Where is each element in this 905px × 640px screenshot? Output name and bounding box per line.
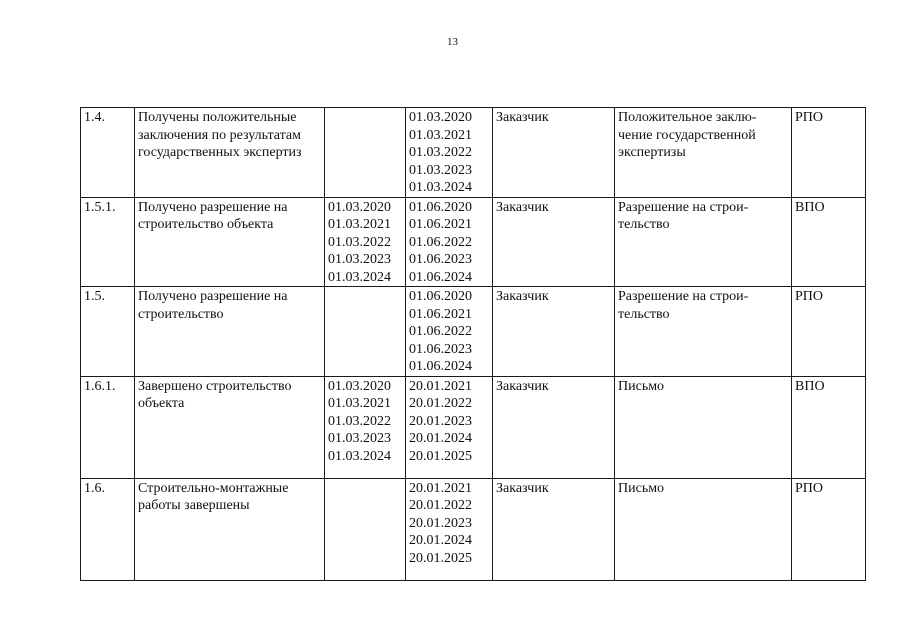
end-date: 01.06.2022 (409, 234, 472, 250)
event-name-line: государственных экспертиз (138, 145, 302, 160)
end-date: 01.06.2024 (409, 269, 472, 285)
event-name-line: Завершено строительство (138, 378, 292, 394)
confirming-document (615, 108, 792, 198)
document-line: тельство (618, 306, 670, 322)
row-number: 1.5. (81, 287, 135, 377)
end-date: 01.06.2024 (409, 359, 472, 374)
start-dates (325, 376, 406, 478)
row-number: 1.5.1. (81, 197, 135, 287)
end-date: 01.06.2022 (409, 324, 472, 339)
table-row (81, 197, 866, 287)
page-number: 13 (447, 36, 458, 48)
confirming-document (615, 478, 792, 580)
table-row (81, 108, 866, 198)
event-type: РПО (792, 108, 866, 198)
start-date: 01.03.2023 (328, 431, 391, 446)
event-name-line: Строительно-монтажные (138, 480, 289, 496)
start-date: 01.03.2020 (328, 378, 391, 394)
document-line: Положительное заклю- (618, 110, 757, 125)
end-dates (406, 197, 493, 287)
event-name (135, 478, 325, 580)
row-number: 1.4. (81, 108, 135, 198)
start-date: 01.03.2020 (328, 199, 391, 215)
end-date: 01.03.2020 (409, 110, 472, 125)
responsible: Заказчик (493, 376, 615, 478)
end-date: 01.03.2024 (409, 180, 472, 195)
confirming-document (615, 287, 792, 377)
document-line: Письмо (618, 480, 665, 496)
start-date: 01.03.2022 (328, 234, 391, 250)
end-date: 01.06.2023 (409, 341, 472, 357)
start-dates (325, 478, 406, 580)
event-name-line: Получены положительные (138, 110, 297, 125)
document-line: Письмо (618, 378, 665, 394)
document-line: тельство (618, 217, 670, 232)
end-date: 20.01.2023 (409, 515, 472, 531)
end-date: 01.03.2022 (409, 145, 472, 160)
end-date: 20.01.2022 (409, 498, 472, 513)
end-date: 01.06.2021 (409, 306, 472, 322)
event-name (135, 108, 325, 198)
end-date: 20.01.2024 (409, 533, 472, 548)
responsible: Заказчик (493, 287, 615, 377)
end-date: 01.03.2021 (409, 127, 472, 143)
event-name-line: работы завершены (138, 498, 250, 513)
confirming-document (615, 376, 792, 478)
start-date: 01.03.2021 (328, 217, 391, 232)
responsible: Заказчик (493, 197, 615, 287)
event-name (135, 287, 325, 377)
event-name-line: Получено разрешение на (138, 199, 288, 215)
event-name (135, 197, 325, 287)
event-name-line: строительство объекта (138, 217, 274, 232)
event-type: РПО (792, 287, 866, 377)
end-date: 01.06.2021 (409, 217, 472, 232)
responsible: Заказчик (493, 108, 615, 198)
end-date: 20.01.2021 (409, 480, 472, 496)
end-date: 20.01.2025 (409, 448, 472, 464)
end-date: 20.01.2025 (409, 550, 472, 566)
row-number: 1.6. (81, 478, 135, 580)
event-name (135, 376, 325, 478)
end-date: 01.06.2020 (409, 289, 472, 304)
event-name-line: Получено разрешение на (138, 289, 288, 304)
end-date: 20.01.2024 (409, 431, 472, 446)
document-line: экспертизы (618, 145, 686, 160)
row-number: 1.6.1. (81, 376, 135, 478)
event-type: РПО (792, 478, 866, 580)
responsible: Заказчик (493, 478, 615, 580)
document-line: Разрешение на строи- (618, 199, 749, 215)
end-date: 20.01.2021 (409, 378, 472, 394)
confirming-document (615, 197, 792, 287)
document-line: чение государственной (618, 127, 756, 143)
end-dates (406, 478, 493, 580)
event-name-line: заключения по результатам (138, 127, 301, 143)
table-row (81, 376, 866, 478)
event-name-line: объекта (138, 396, 185, 411)
document-line: Разрешение на строи- (618, 289, 749, 304)
event-type: ВПО (792, 197, 866, 287)
end-date: 01.06.2023 (409, 252, 472, 267)
end-dates (406, 376, 493, 478)
start-date: 01.03.2021 (328, 396, 391, 411)
start-date: 01.03.2024 (328, 448, 391, 464)
schedule-table (80, 107, 866, 581)
end-date: 20.01.2022 (409, 396, 472, 411)
start-date: 01.03.2024 (328, 269, 391, 285)
start-dates (325, 108, 406, 198)
start-date: 01.03.2023 (328, 252, 391, 267)
start-dates (325, 287, 406, 377)
end-date: 01.03.2023 (409, 162, 472, 178)
event-name-line: строительство (138, 306, 224, 322)
end-dates (406, 108, 493, 198)
table-row (81, 287, 866, 377)
table-row (81, 478, 866, 580)
end-dates (406, 287, 493, 377)
start-dates (325, 197, 406, 287)
start-date: 01.03.2022 (328, 413, 391, 429)
event-type: ВПО (792, 376, 866, 478)
end-date: 20.01.2023 (409, 413, 472, 429)
end-date: 01.06.2020 (409, 199, 472, 215)
